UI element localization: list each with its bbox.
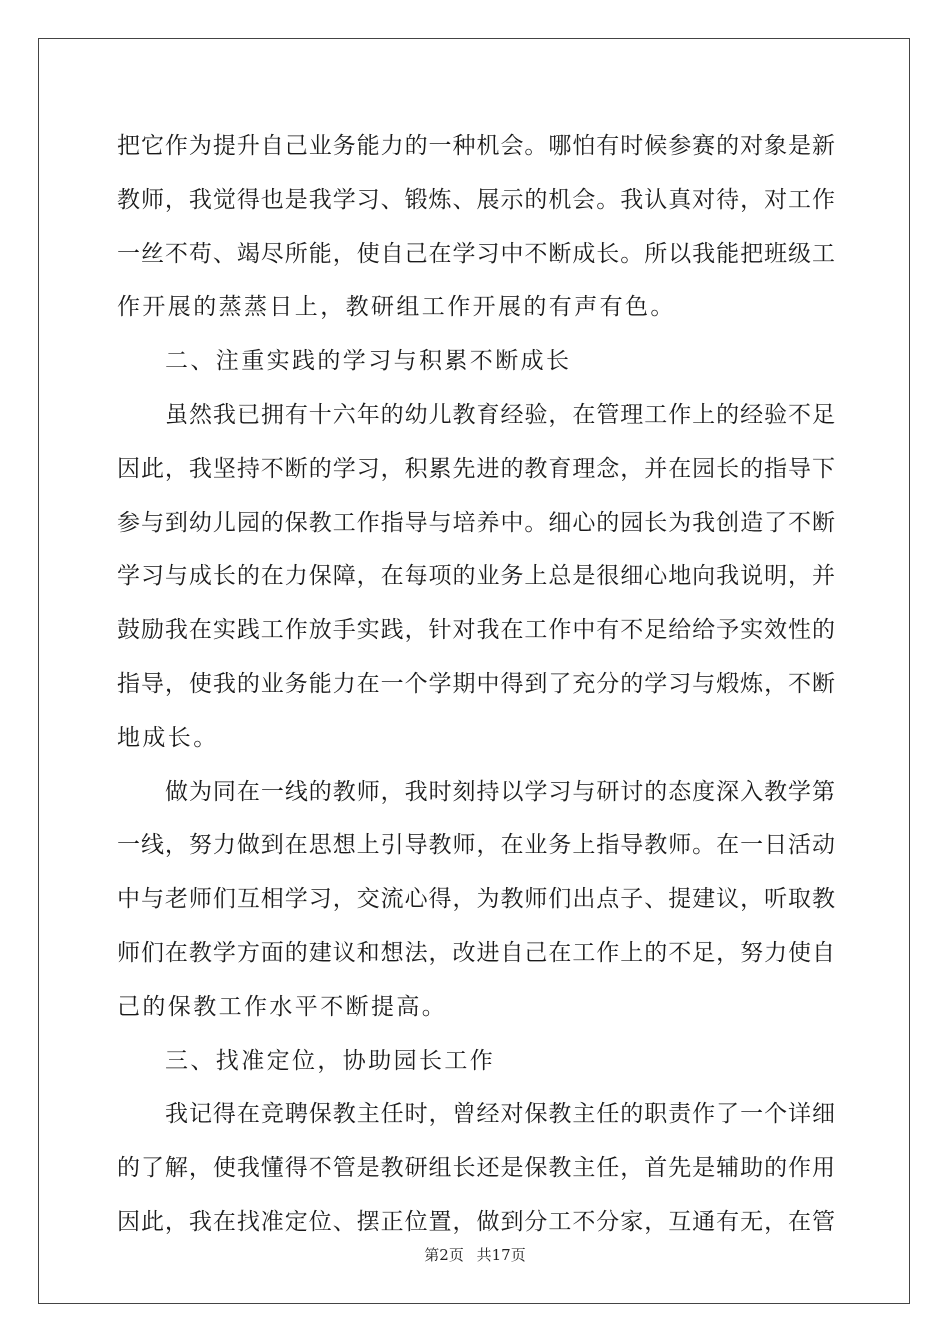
text-line: 因此，我在找准定位、摆正位置，做到分工不分家，互通有无，在管 (117, 1208, 835, 1235)
page-footer (0, 1244, 950, 1265)
text-line: 参与到幼儿园的保教工作指导与培养中。细心的园长为我创造了不断 (117, 509, 835, 536)
text-line: 己的保教工作水平不断提高。 (117, 993, 448, 1020)
text-line: 二、注重实践的学习与积累不断成长 (165, 348, 572, 375)
text-line: 做为同在一线的教师，我时刻持以学习与研讨的态度深入教学第 (165, 778, 835, 805)
text-line: 的了解，使我懂得不管是教研组长还是保教主任，首先是辅助的作用 (117, 1155, 835, 1182)
text-line: 指导，使我的业务能力在一个学期中得到了充分的学习与煅炼，不断 (117, 670, 835, 697)
text-line: 中与老师们互相学习，交流心得，为教师们出点子、提建议，听取教 (117, 886, 835, 913)
text-line: 鼓励我在实践工作放手实践，针对我在工作中有不足给给予实效性的 (117, 617, 835, 644)
text-line: 我记得在竞聘保教主任时，曾经对保教主任的职责作了一个详细 (165, 1101, 835, 1128)
text-line: 虽然我已拥有十六年的幼儿教育经验，在管理工作上的经验不足 (165, 401, 835, 428)
text-line: 学习与成长的在力保障，在每项的业务上总是很细心地向我说明，并 (117, 563, 835, 590)
text-line: 因此，我坚持不断的学习，积累先进的教育理念，并在园长的指导下 (117, 455, 835, 482)
text-line: 一丝不苟、竭尽所能，使自己在学习中不断成长。所以我能把班级工 (117, 240, 835, 267)
document-body (117, 120, 835, 1250)
text-line: 三、找准定位，协助园长工作 (165, 1047, 496, 1074)
text-line: 地成长。 (117, 724, 219, 751)
text-line: 把它作为提升自己业务能力的一种机会。哪怕有时候参赛的对象是新 (117, 133, 835, 159)
text-line: 师们在教学方面的建议和想法，改进自己在工作上的不足，努力使自 (117, 939, 835, 966)
text-line: 作开展的蒸蒸日上，教研组工作开展的有声有色。 (117, 294, 676, 321)
text-line: 一线，努力做到在思想上引导教师，在业务上指导教师。在一日活动 (117, 832, 835, 859)
text-line: 教师，我觉得也是我学习、锻炼、展示的机会。我认真对待，对工作 (117, 186, 835, 213)
page-total: 共17页 (476, 1246, 526, 1264)
page-number: 第2页 (424, 1246, 464, 1264)
